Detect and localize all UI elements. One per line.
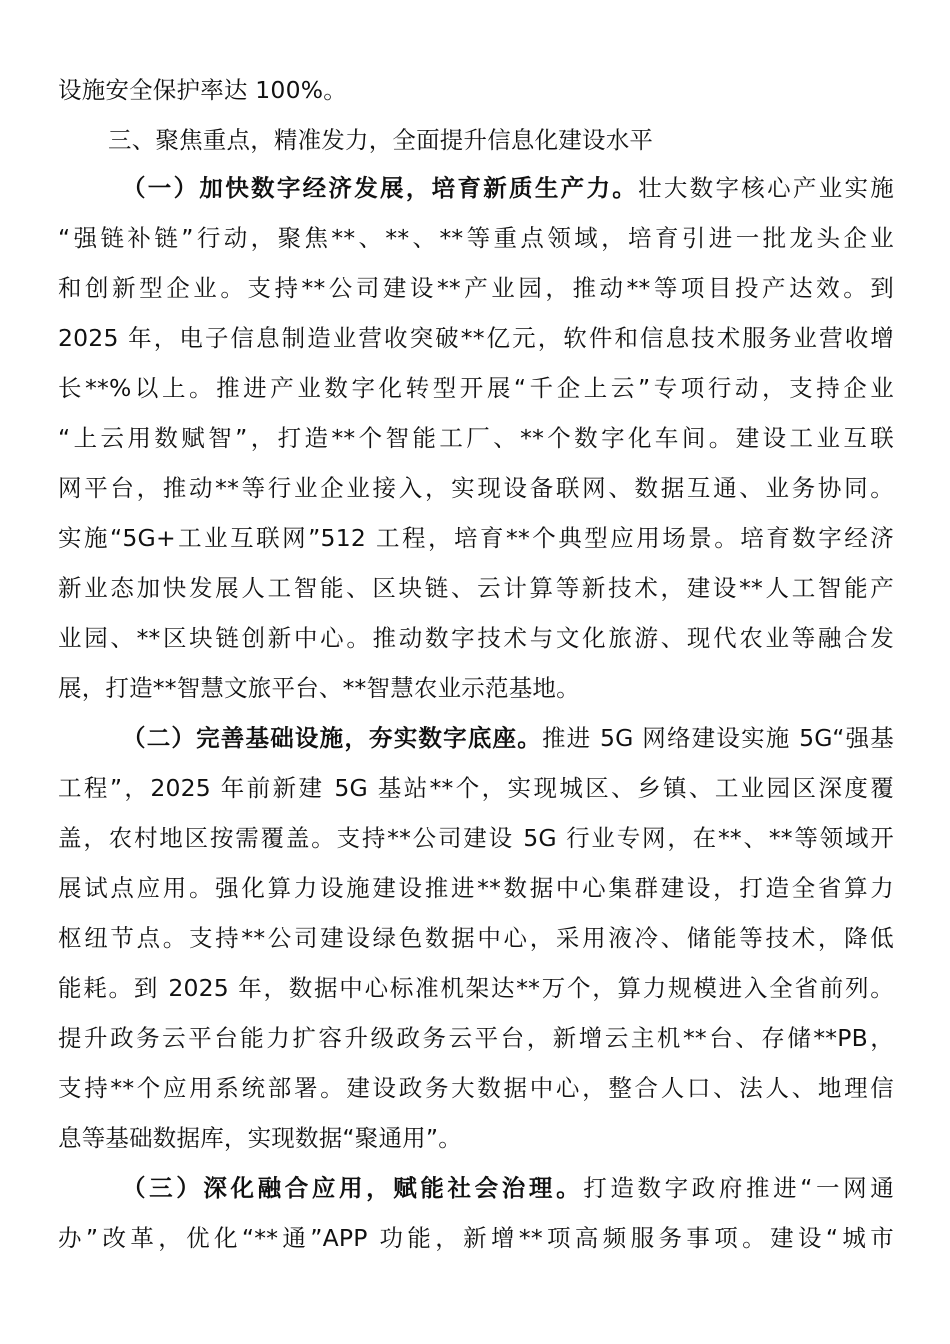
paragraph-line [122, 168, 894, 208]
text-run: 枢纽节点。支持**公司建设绿色数据中心，采用液冷、储能等技术，降低 [58, 924, 894, 952]
text-run: 展试点应用。强化算力设施建设推进**数据中心集群建设，打造全省算力 [58, 874, 894, 902]
text-run: 三、聚焦重点，精准发力，全面提升信息化建设水平 [108, 126, 654, 154]
subsection-heading: （三）深化融合应用，赋能社会治理。 [122, 1174, 584, 1202]
paragraph-line [122, 1168, 894, 1208]
paragraph-line [58, 1018, 894, 1058]
paragraph-line [58, 1218, 894, 1258]
text-run: 新业态加快发展人工智能、区块链、云计算等新技术，建设**人工智能产 [58, 574, 894, 602]
text-run: 长**%以上。推进产业数字化转型开展“千企上云”专项行动，支持企业 [58, 374, 894, 402]
text-run: “强链补链”行动，聚焦**、**、**等重点领域，培育引进一批龙头企业 [58, 224, 894, 252]
text-run: 工程”，2025 年前新建 5G 基站**个，实现城区、乡镇、工业园区深度覆 [58, 774, 894, 802]
subsection-heading: （二）完善基础设施，夯实数字底座。 [122, 724, 542, 752]
text-run: 壮大数字核心产业实施 [638, 174, 895, 202]
paragraph-line [58, 418, 894, 458]
text-run: “上云用数赋智”，打造**个智能工厂、**个数字化车间。建设工业互联 [58, 424, 894, 452]
paragraph-line [58, 1118, 894, 1158]
paragraph-line [58, 368, 894, 408]
subsection-heading: （一）加快数字经济发展，培育新质生产力。 [122, 174, 639, 202]
section-heading [108, 120, 894, 160]
text-run: 推进 5G 网络建设实施 5G“强基 [541, 724, 894, 752]
text-run: 设施安全保护率达 100%。 [58, 76, 347, 104]
text-run: 盖，农村地区按需覆盖。支持**公司建设 5G 行业专网，在**、**等领域开 [58, 824, 894, 852]
paragraph-line [58, 218, 894, 258]
text-run: 业园、**区块链创新中心。推动数字技术与文化旅游、现代农业等融合发 [58, 624, 894, 652]
paragraph-line [58, 518, 894, 558]
text-run: 网平台，推动**等行业企业接入，实现设备联网、数据互通、业务协同。 [58, 474, 894, 502]
text-run: 展，打造**智慧文旅平台、**智慧农业示范基地。 [58, 674, 580, 702]
paragraph-line [58, 268, 894, 308]
paragraph-line [58, 70, 894, 110]
paragraph-line [58, 868, 894, 908]
paragraph-line [58, 818, 894, 858]
text-run: 和创新型企业。支持**公司建设**产业园，推动**等项目投产达效。到 [58, 274, 894, 302]
paragraph-line [58, 1068, 894, 1108]
paragraph-line [58, 468, 894, 508]
text-run: 支持**个应用系统部署。建设政务大数据中心，整合人口、法人、地理信 [58, 1074, 894, 1102]
text-run: 办”改革，优化“**通”APP 功能，新增**项高频服务事项。建设“城市 [58, 1224, 894, 1252]
paragraph-line [122, 718, 894, 758]
text-run: 提升政务云平台能力扩容升级政务云平台，新增云主机**台、存储**PB， [58, 1024, 894, 1052]
text-run: 息等基础数据库，实现数据“聚通用”。 [58, 1124, 462, 1152]
text-run: 打造数字政府推进“一网通 [583, 1174, 894, 1202]
paragraph-line [58, 668, 894, 708]
text-run: 2025 年，电子信息制造业营收突破**亿元，软件和信息技术服务业营收增 [58, 324, 894, 352]
paragraph-line [58, 568, 894, 608]
paragraph-line [58, 318, 894, 358]
text-run: 能耗。到 2025 年，数据中心标准机架达**万个，算力规模进入全省前列。 [58, 974, 894, 1002]
text-run: 实施“5G+工业互联网”512 工程，培育**个典型应用场景。培育数字经济 [58, 524, 894, 552]
paragraph-line [58, 918, 894, 958]
paragraph-line [58, 768, 894, 808]
paragraph-line [58, 618, 894, 658]
paragraph-line [58, 968, 894, 1008]
